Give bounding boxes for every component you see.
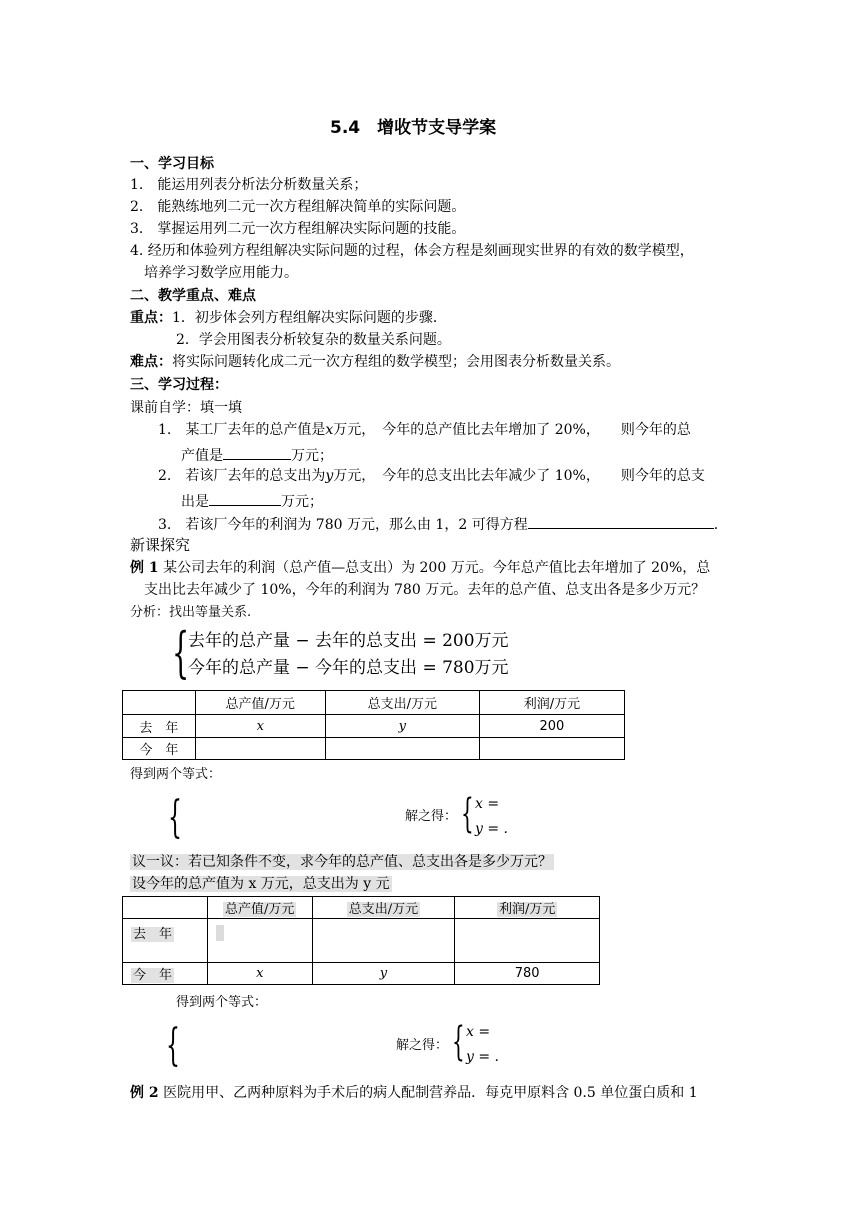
table-header: 总产值/万元	[195, 691, 325, 715]
list-item: 4. 经历和体验列方程组解决实际问题的过程，体会方程是刻画现实世界的有效的数学模型，	[130, 243, 694, 259]
solution-y: y = .	[475, 821, 508, 837]
question-3: 3. 若该厂今年的利润为 780 万元，那么由 1，2 可得方程 ．	[158, 517, 728, 533]
brace-icon: {	[461, 791, 474, 837]
table-header: 总支出/万元	[325, 691, 479, 715]
table-cell: x	[207, 963, 312, 985]
table-cell: 去 年	[123, 715, 196, 738]
example-1-line1: 例 1 某公司去年的利润（总产值—总支出）为 200 万元。今年总产值比去年增加了 20%，总	[130, 560, 711, 576]
table-cell: 今 年	[123, 738, 196, 760]
analysis-text: 分析：找出等量关系.	[130, 605, 252, 620]
table-header: 利润/万元	[455, 897, 600, 919]
table-header: 总产值/万元	[207, 897, 312, 919]
table-header: 总支出/万元	[312, 897, 455, 919]
question-2: 2. 若该厂去年的总支出为y万元， 今年的总支出比去年减少了 10%， 则今年的总支	[158, 468, 705, 484]
table-row	[123, 963, 600, 985]
answer-blank[interactable]	[223, 446, 291, 460]
answer-blank[interactable]	[528, 515, 714, 529]
table-header	[123, 691, 196, 715]
list-item: 培养学习数学应用能力。	[144, 265, 298, 281]
data-table-2	[122, 896, 600, 985]
solution-x: x =	[466, 1024, 491, 1040]
difficulty-label: 难点：	[130, 354, 172, 370]
example-label: 例 2	[130, 1085, 159, 1101]
solve-label: 解之得：	[405, 809, 458, 824]
discussion-setup: 设今年的总产值为 x 万元，总支出为 y 元	[132, 876, 390, 892]
table-cell: 去 年	[123, 919, 208, 963]
list-item: 2． 能熟练地列二元一次方程组解决简单的实际问题。	[130, 199, 466, 215]
key-text: 1．初步体会列方程组解决实际问题的步骤．	[172, 310, 447, 326]
question-2-cont: 出是 万元；	[181, 494, 323, 510]
question-1-cont: 产值是 万元；	[181, 448, 333, 464]
example-label: 例 1	[130, 560, 159, 576]
list-item: 1． 能运用列表分析法分析数量关系；	[130, 177, 368, 193]
table-cell: 今 年	[123, 963, 208, 985]
discussion-question: 议一议：若已知条件不变，求今年的总产值、总支出各是多少万元？	[132, 854, 552, 870]
two-equations-label: 得到两个等式：	[176, 995, 268, 1010]
preview-heading: 课前自学：填一填	[130, 400, 242, 416]
key-text: 2．学会用图表分析较复杂的数量关系问题。	[176, 332, 451, 348]
table-cell: x	[195, 715, 325, 738]
data-table-1	[122, 690, 625, 760]
equation: 今年的总产量 − 今年的总支出 = 780万元	[188, 658, 509, 678]
equation: 去年的总产量 − 去年的总支出 = 200万元	[188, 631, 509, 651]
table-header	[123, 897, 208, 919]
brace-icon: {	[172, 621, 190, 684]
table-cell[interactable]	[207, 919, 312, 963]
table-cell: 780	[455, 963, 600, 985]
brace-icon: {	[168, 792, 182, 843]
table-cell[interactable]	[195, 738, 325, 760]
table-cell[interactable]	[455, 919, 600, 963]
question-1: 1. 某工厂去年的总产值是x万元， 今年的总产值比去年增加了 20%， 则今年的总	[158, 422, 691, 438]
section-heading: 二、教学重点、难点	[130, 288, 256, 304]
brace-icon: {	[166, 1020, 180, 1071]
example-2-line: 例 2 医院用甲、乙两种原料为手术后的病人配制营养品．每克甲原料含 0.5 单位蛋白质和 1	[130, 1085, 698, 1101]
table-row	[123, 738, 625, 760]
table-cell[interactable]	[312, 919, 455, 963]
difficulty-line	[130, 355, 620, 369]
table-cell: 200	[479, 715, 624, 738]
solution-x: x =	[475, 796, 500, 812]
table-cell[interactable]	[325, 738, 479, 760]
two-equations-label: 得到两个等式：	[130, 767, 222, 782]
section-heading: 三、学习过程：	[130, 377, 228, 393]
key-point-line	[130, 311, 447, 325]
difficulty-text: 将实际问题转化成二元一次方程组的数学模型；会用图表分析数量关系。	[172, 354, 620, 370]
table-row	[123, 715, 625, 738]
table-cell: y	[325, 715, 479, 738]
solve-label: 解之得：	[396, 1038, 449, 1053]
table-cell[interactable]	[479, 738, 624, 760]
page-title: 5.4 增收节支导学案	[330, 118, 497, 138]
section-heading: 一、学习目标	[130, 156, 214, 172]
table-row	[123, 919, 600, 963]
list-item: 3． 掌握运用列二元一次方程组解决实际问题的技能。	[130, 221, 466, 237]
solution-y: y = .	[466, 1049, 499, 1065]
answer-blank[interactable]	[209, 492, 281, 506]
table-cell: y	[312, 963, 455, 985]
key-label: 重点：	[130, 310, 172, 326]
example-1-line2: 支出比去年减少了 10%，今年的利润为 780 万元。去年的总产值、总支出各是多少万元？	[144, 582, 706, 598]
brace-icon: {	[452, 1019, 465, 1065]
new-lesson-heading: 新课探究	[130, 536, 191, 554]
table-header: 利润/万元	[479, 691, 624, 715]
highlight-marker	[216, 925, 224, 941]
